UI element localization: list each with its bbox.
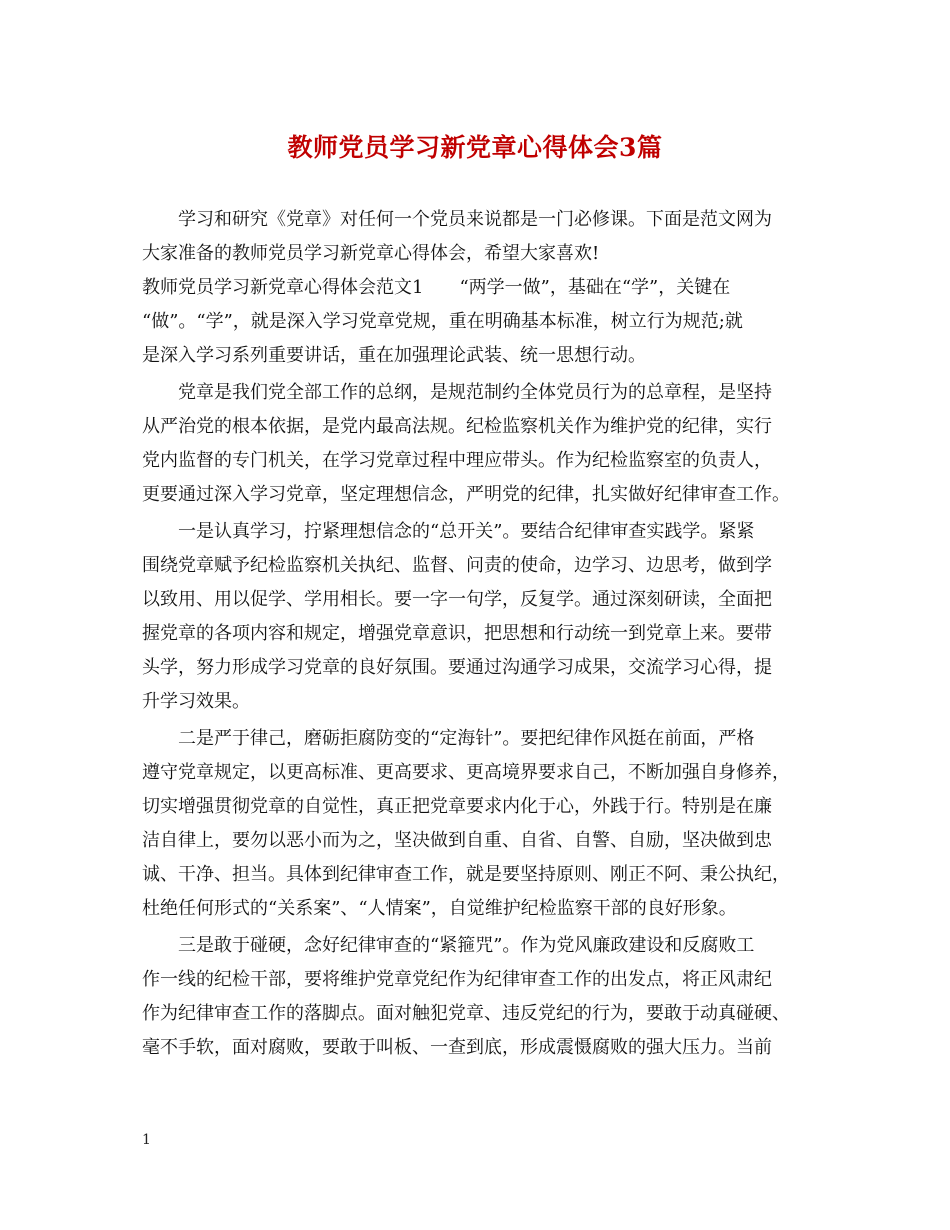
body-text-line: 作一线的纪检干部，要将维护党章党纪作为纪律审查工作的出发点，将正风肃纪: [142, 969, 772, 990]
body-text-line: 二是严于律己，磨砺拒腐防变的“定海针”。要把纪律作风挺在前面，严格: [142, 728, 755, 749]
body-text-line: 教师党员学习新党章心得体会范文1 “两学一做”，基础在“学”，关键在: [142, 277, 731, 298]
body-text-line: 三是敢于碰硬，念好纪律审查的“紧箍咒”。作为党风廉政建设和反腐败工: [142, 935, 755, 956]
body-text-line: 学习和研究《党章》对任何一个党员来说都是一门必修课。下面是范文网为: [142, 209, 772, 230]
body-text-line: 一是认真学习，拧紧理想信念的“总开关”。要结合纪律审查实践学。紧紧: [142, 521, 755, 542]
page-number: 1: [142, 1132, 151, 1148]
body-text-line: 从严治党的根本依据，是党内最高法规。纪检监察机关作为维护党的纪律，实行: [142, 416, 772, 437]
body-text-line: 党章是我们党全部工作的总纲，是规范制约全体党员行为的总章程，是坚持: [142, 382, 772, 403]
body-text-line: 握党章的各项内容和规定，增强党章意识，把思想和行动统一到党章上来。要带: [142, 623, 772, 644]
document-title: 教师党员学习新党章心得体会3篇: [287, 133, 663, 162]
body-text-line: 是深入学习系列重要讲话，重在加强理论武装、统一思想行动。: [142, 345, 646, 366]
body-text-line: 切实增强贯彻党章的自觉性，真正把党章要求内化于心，外践于行。特别是在廉: [142, 796, 772, 817]
body-text-line: 大家准备的教师党员学习新党章心得体会，希望大家喜欢!: [142, 243, 600, 264]
body-text-line: 党内监督的专门机关，在学习党章过程中理应带头。作为纪检监察室的负责人，: [142, 450, 772, 471]
body-text-line: 杜绝任何形式的“关系案”、“人情案”，自觉维护纪检监察干部的良好形象。: [142, 898, 737, 919]
body-text-line: 围绕党章赋予纪检监察机关执纪、监督、问责的使命，边学习、边思考，做到学: [142, 555, 772, 576]
body-text-line: 遵守党章规定，以更高标准、更高要求、更高境界要求自己，不断加强自身修养，: [142, 762, 790, 783]
body-text-line: 毫不手软，面对腐败，要敢于叫板、一查到底，形成震慑腐败的强大压力。当前: [142, 1037, 772, 1058]
body-text-line: 作为纪律审查工作的落脚点。面对触犯党章、违反党纪的行为，要敢于动真碰硬、: [142, 1003, 790, 1024]
body-text-line: 洁自律上，要勿以恶小而为之，坚决做到自重、自省、自警、自励，坚决做到忠: [142, 830, 772, 851]
body-text-line: 以致用、用以促学、学用相长。要一字一句学，反复学。通过深刻研读，全面把: [142, 589, 772, 610]
body-text-line: 升学习效果。: [142, 691, 250, 712]
body-text-line: 更要通过深入学习党章，坚定理想信念，严明党的纪律，扎实做好纪律审查工作。: [142, 484, 790, 505]
body-text-line: “做”。“学”，就是深入学习党章党规，重在明确基本标准，树立行为规范;就: [142, 311, 743, 332]
body-text-line: 诚、干净、担当。具体到纪律审查工作，就是要坚持原则、刚正不阿、秉公执纪，: [142, 864, 790, 885]
body-text-line: 头学，努力形成学习党章的良好氛围。要通过沟通学习成果，交流学习心得，提: [142, 657, 772, 678]
